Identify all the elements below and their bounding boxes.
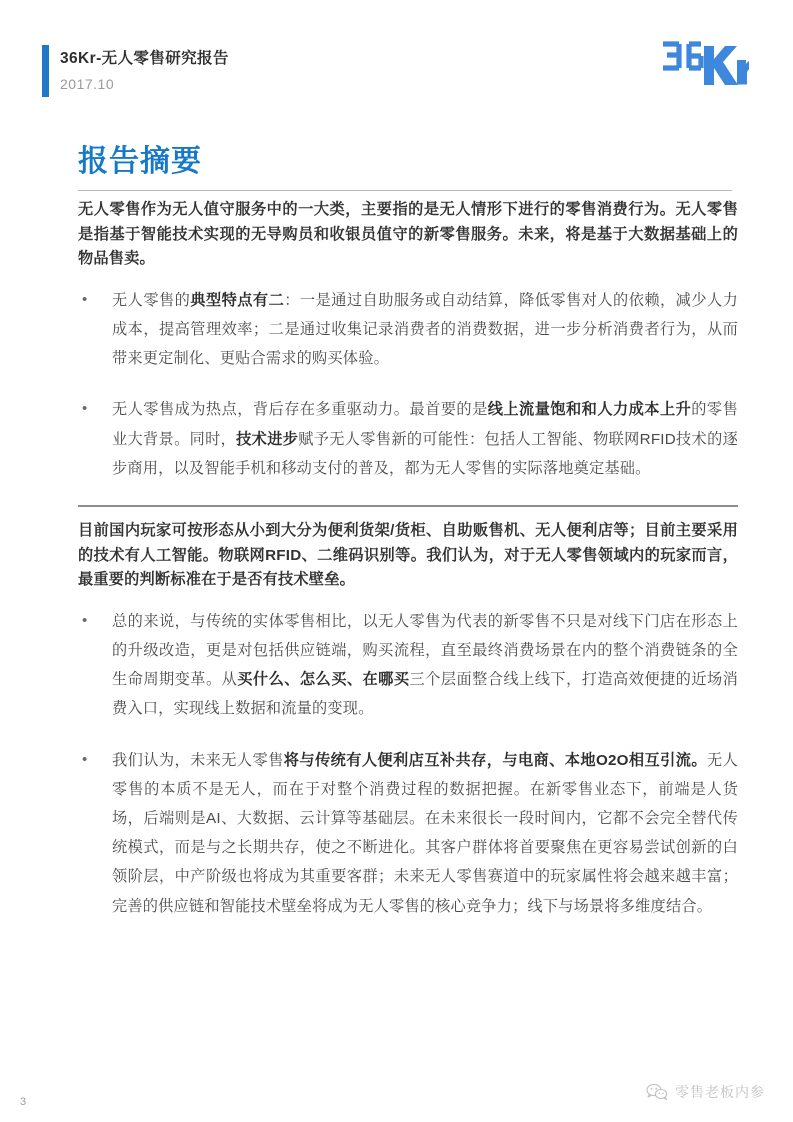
text-segment: 无人零售的 xyxy=(112,291,191,309)
emphasis-segment: 线上流量饱和和人力成本上升 xyxy=(487,401,692,419)
watermark xyxy=(646,1082,765,1102)
brand-logo-36kr xyxy=(657,32,749,90)
text-segment: 的零售业大背景。同时， xyxy=(112,401,738,448)
bullet-item-2-text xyxy=(112,395,738,483)
bullet-marker: • xyxy=(82,611,88,629)
content-divider-top xyxy=(78,505,738,507)
bullet-item-3 xyxy=(78,607,738,724)
summary-lead-paragraph-2: 目前国内玩家可按形态从小到大分为便利货架/货柜、自助贩售机、无人便利店等；目前主要采用的技术有人工智能。物联网RFID、二维码识别等。我们认为，对于无人零售领域内的玩家而言，最重要的判断标准在于是否有技术壁垒。 xyxy=(78,522,738,589)
text-segment: 我们认为，未来无人零售 xyxy=(112,751,284,769)
emphasis-segment: 将与传统有人便利店互补共存，与电商、本地O2O相互引流。 xyxy=(283,751,707,769)
emphasis-segment: 买什么、怎么买、在哪买 xyxy=(237,671,410,689)
section-title: 报告摘要 xyxy=(78,145,202,178)
bullet-item-4 xyxy=(78,746,738,921)
watermark-label: 零售老板内参 xyxy=(675,1084,765,1100)
wechat-icon xyxy=(646,1083,668,1101)
title-divider xyxy=(78,190,732,191)
header-accent-bar xyxy=(42,45,49,97)
bullet-marker: • xyxy=(82,400,88,418)
emphasis-segment: 典型特点有二 xyxy=(190,291,285,309)
text-segment: 总的来说，与传统的实体零售相比，以无人零售为代表的新零售不只是对线下门店在形态上的升级改造，更是对包括供应链端，购买流程，直至最终消费场景在内的整个消费链条的全生命周期变革。从 xyxy=(112,612,738,689)
page-number: 3 xyxy=(20,1096,27,1108)
bullet-marker: • xyxy=(82,290,88,308)
bullet-item-1 xyxy=(78,286,738,374)
emphasis-segment: 技术进步 xyxy=(236,430,299,448)
report-title: 36Kr-无人零售研究报告 xyxy=(60,50,229,67)
report-content xyxy=(78,198,738,943)
text-segment: ：一是通过自助服务或自动结算，降低零售对人的依赖，减少人力成本，提高管理效率；二是通过收集记录消费者的消费数据，进一步分析消费者行为，从而带来更定制化、更贴合需求的购买体验。 xyxy=(112,291,739,368)
page-header xyxy=(0,0,793,120)
text-segment: 三个层面整合线上线下，打造高效便捷的近场消费入口，实现线上数据和流量的变现。 xyxy=(112,671,739,718)
bullet-item-2 xyxy=(78,395,738,483)
bullet-item-4-text xyxy=(112,746,738,921)
summary-lead-paragraph-1: 无人零售作为无人值守服务中的一大类，主要指的是无人情形下进行的零售消费行为。无人零售是指基于智能技术实现的无导购员和收银员值守的新零售服务。未来，将是基于大数据基础上的物品售卖。 xyxy=(78,201,738,268)
text-segment: 赋予无人零售新的可能性：包括人工智能、物联网RFID技术的逐步商用，以及智能手机和移动支付的普及，都为无人零售的实际落地奠定基础。 xyxy=(112,430,738,477)
report-date: 2017.10 xyxy=(60,76,115,92)
bullet-item-3-text xyxy=(112,607,738,724)
section-title-wrap xyxy=(78,146,738,178)
text-segment: 无人零售的本质不是无人，而在于对整个消费过程的数据把握。在新零售业态下，前端是人货场，后端则是AI、大数据、云计算等基础层。在未来很长一段时间内，它都不会完全替代传统模式，而是与之长期共存，使之不断进化。其客户群体将首要聚焦在更容易尝试创新的白领阶层，中产阶级也将成为其重要客群；未来无人零售赛道中的玩家属性将会越来越丰富；完善的供应链和智能技术壁垒将成为无人零售的核心竞争力；线下与场景将多维度结合。 xyxy=(112,751,738,915)
bullet-item-1-text xyxy=(112,286,738,374)
text-segment: 无人零售成为热点，背后存在多重驱动力。最首要的是 xyxy=(112,401,488,419)
bullet-marker: • xyxy=(82,750,88,768)
